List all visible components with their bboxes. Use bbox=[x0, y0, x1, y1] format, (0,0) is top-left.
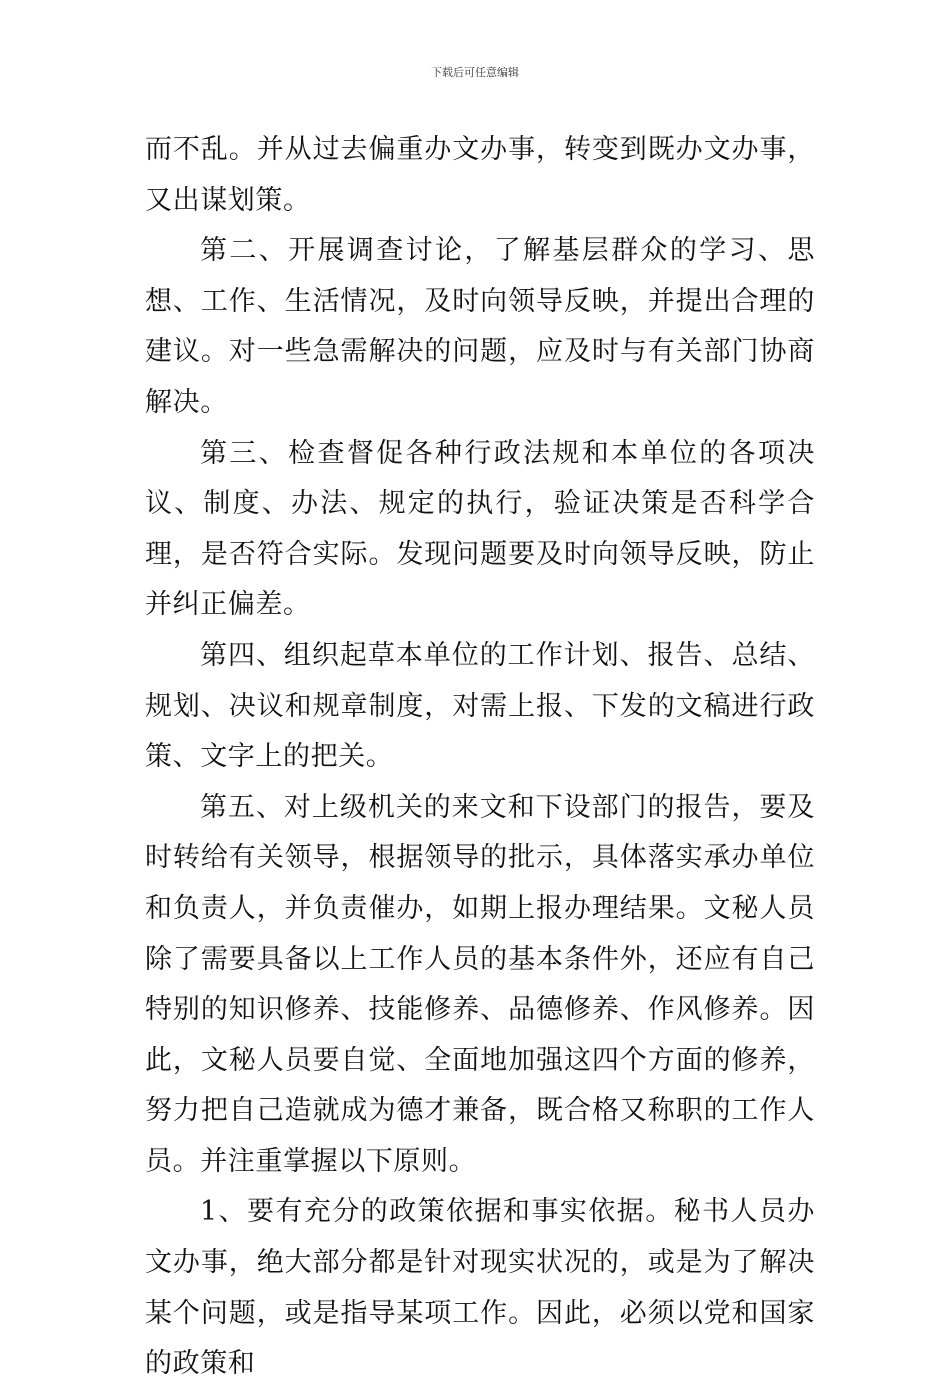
paragraph-item-4: 第四、组织起草本单位的工作计划、报告、总结、规划、决议和规章制度，对需上报、下发的文稿进行政策、文字上的把关。 bbox=[145, 639, 815, 773]
document-body bbox=[145, 125, 815, 1390]
paragraph-continuation: 而不乱。并从过去偏重办文办事，转变到既办文办事，又出谋划策。 bbox=[145, 134, 815, 216]
paragraph-item-3: 第三、检查督促各种行政法规和本单位的各项决议、制度、办法、规定的执行，验证决策是否科学合理，是否符合实际。发现问题要及时向领导反映，防止并纠正偏差。 bbox=[145, 437, 815, 621]
paragraph-item-5: 第五、对上级机关的来文和下设部门的报告，要及时转给有关领导，根据领导的批示，具体落实承办单位和负责人，并负责催办，如期上报办理结果。文秘人员除了需要具备以上工作人员的基本条件外，还应有自己特别的知识修养、技能修养、品德修养、作风修养。因此，文秘人员要自觉、全面地加强这四个方面的修养，努力把自己造就成为德才兼备，既合格又称职的工作人员。并注重掌握以下原则。 bbox=[145, 791, 815, 1177]
paragraph-item-2: 第二、开展调查讨论，了解基层群众的学习、思想、工作、生活情况，及时向领导反映，并提出合理的建议。对一些急需解决的问题，应及时与有关部门协商解决。 bbox=[145, 235, 815, 418]
page-header: 下载后可任意编辑 bbox=[431, 66, 519, 79]
paragraph-principle-1: 1、要有充分的政策依据和事实依据。秘书人员办文办事，绝大部分都是针对现实状况的，或是为了解决某个问题，或是指导某项工作。因此，必须以党和国家的政策和 bbox=[145, 1196, 815, 1380]
